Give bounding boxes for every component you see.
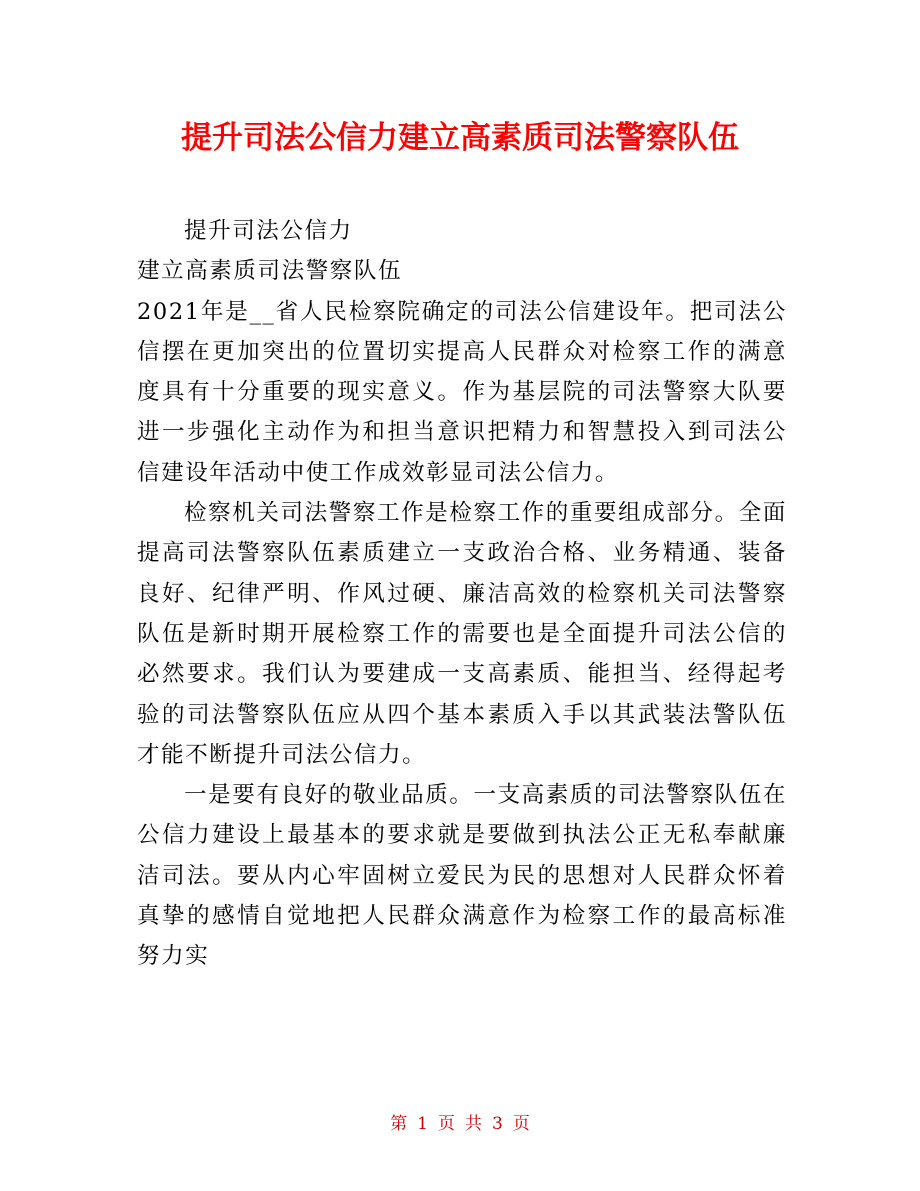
subtitle-line-2: 建立高素质司法警察队伍 bbox=[137, 258, 403, 285]
paragraph-2: 检察机关司法警察工作是检察工作的重要组成部分。全面提高司法警察队伍素质建立一支政治合格、业务精通、装备良好、纪律严明、作风过硬、廉洁高效的检察机关司法警察队伍是新时期开展检察工作的需要也是全面提升司法公信的必然要求。我们认为要建成一支高素质、能担当、经得起考验的司法警察队伍应从四个基本素质入手以其武装法警队伍才能不断提升司法公信力。 bbox=[137, 500, 787, 768]
footer-page-total: 3 bbox=[492, 1114, 503, 1134]
footer-text-ye: 页 bbox=[438, 1114, 455, 1134]
page-footer bbox=[0, 1112, 920, 1136]
document-title: 提升司法公信力建立高素质司法警察队伍 bbox=[181, 120, 739, 156]
footer-text-di: 第 bbox=[390, 1114, 408, 1134]
paragraph-3: 一是要有良好的敬业品质。一支高素质的司法警察队伍在公信力建设上最基本的要求就是要做到执法公正无私奉献廉洁司法。要从内心牢固树立爱民为民的思想对人民群众怀着真挚的感情自觉地把人民群众满意作为检察工作的最高标准努力实 bbox=[137, 782, 787, 970]
paragraph-1: 2021年是__省人民检察院确定的司法公信建设年。把司法公信摆在更加突出的位置切实提高人民群众对检察工作的满意度具有十分重要的现实意义。作为基层院的司法警察大队要进一步强化主动作为和担当意识把精力和智慧投入到司法公信建设年活动中使工作成效彰显司法公信力。 bbox=[137, 298, 787, 486]
footer-text-gong: 共 bbox=[465, 1114, 482, 1134]
subtitle-line-1: 提升司法公信力 bbox=[184, 218, 353, 244]
footer-page-current: 1 bbox=[417, 1114, 428, 1134]
footer-text-ye-2: 页 bbox=[512, 1114, 530, 1134]
document-body bbox=[137, 211, 787, 977]
